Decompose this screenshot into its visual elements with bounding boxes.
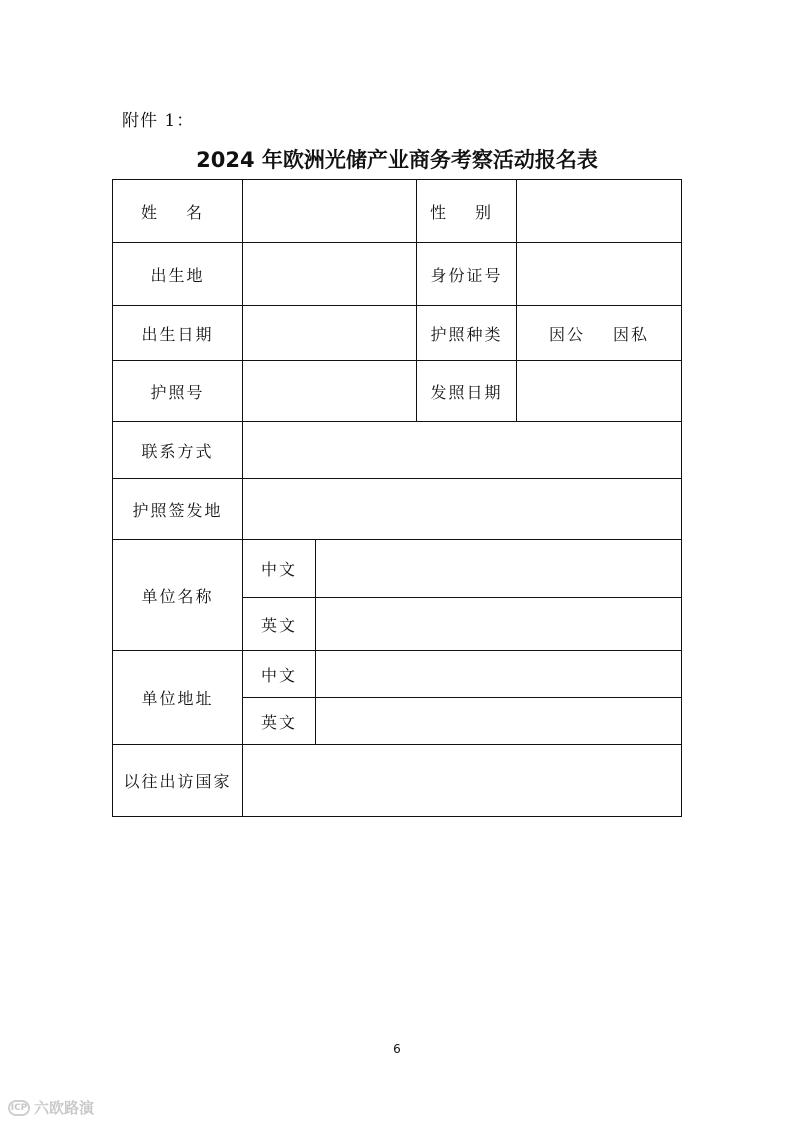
registration-form-table [112,179,682,817]
name-field[interactable] [243,180,417,243]
page-number: 6 [393,1042,401,1056]
passport-no-field[interactable] [243,361,417,422]
gender-field[interactable] [517,180,682,243]
birthdate-field[interactable] [243,306,417,361]
passport-type-label: 护照种类 [417,306,517,361]
org-address-english-field[interactable] [316,698,682,745]
issue-date-label: 发照日期 [417,361,517,422]
org-name-english-label: 英文 [243,598,316,651]
name-label: 姓 名 [113,180,243,243]
passport-no-label: 护照号 [113,361,243,422]
watermark-text: 六欧路演 [34,1099,95,1117]
org-name-label: 单位名称 [113,540,243,651]
passport-type-private[interactable]: 因私 [613,324,650,344]
gender-label: 性 别 [417,180,517,243]
id-number-field[interactable] [517,243,682,306]
visited-countries-field[interactable] [243,745,682,817]
watermark [8,1097,94,1118]
org-name-chinese-field[interactable] [316,540,682,598]
id-number-label: 身份证号 [417,243,517,306]
org-address-label: 单位地址 [113,651,243,745]
birthdate-label: 出生日期 [113,306,243,361]
org-address-english-label: 英文 [243,698,316,745]
birthplace-field[interactable] [243,243,417,306]
org-address-chinese-label: 中文 [243,651,316,698]
visited-countries-label: 以往出访国家 [113,745,243,817]
birthplace-label: 出生地 [113,243,243,306]
passport-type-options [517,306,682,361]
issue-place-field[interactable] [243,479,682,540]
org-address-chinese-field[interactable] [316,651,682,698]
watermark-logo-icon: ICP [8,1100,30,1116]
issue-place-label: 护照签发地 [113,479,243,540]
org-name-english-field[interactable] [316,598,682,651]
form-title: 2024 年欧洲光储产业商务考察活动报名表 [196,148,598,172]
contact-field[interactable] [243,422,682,479]
org-name-chinese-label: 中文 [243,540,316,598]
contact-label: 联系方式 [113,422,243,479]
attachment-label: 附件 1： [122,111,195,131]
passport-type-official[interactable]: 因公 [548,324,585,344]
issue-date-field[interactable] [517,361,682,422]
